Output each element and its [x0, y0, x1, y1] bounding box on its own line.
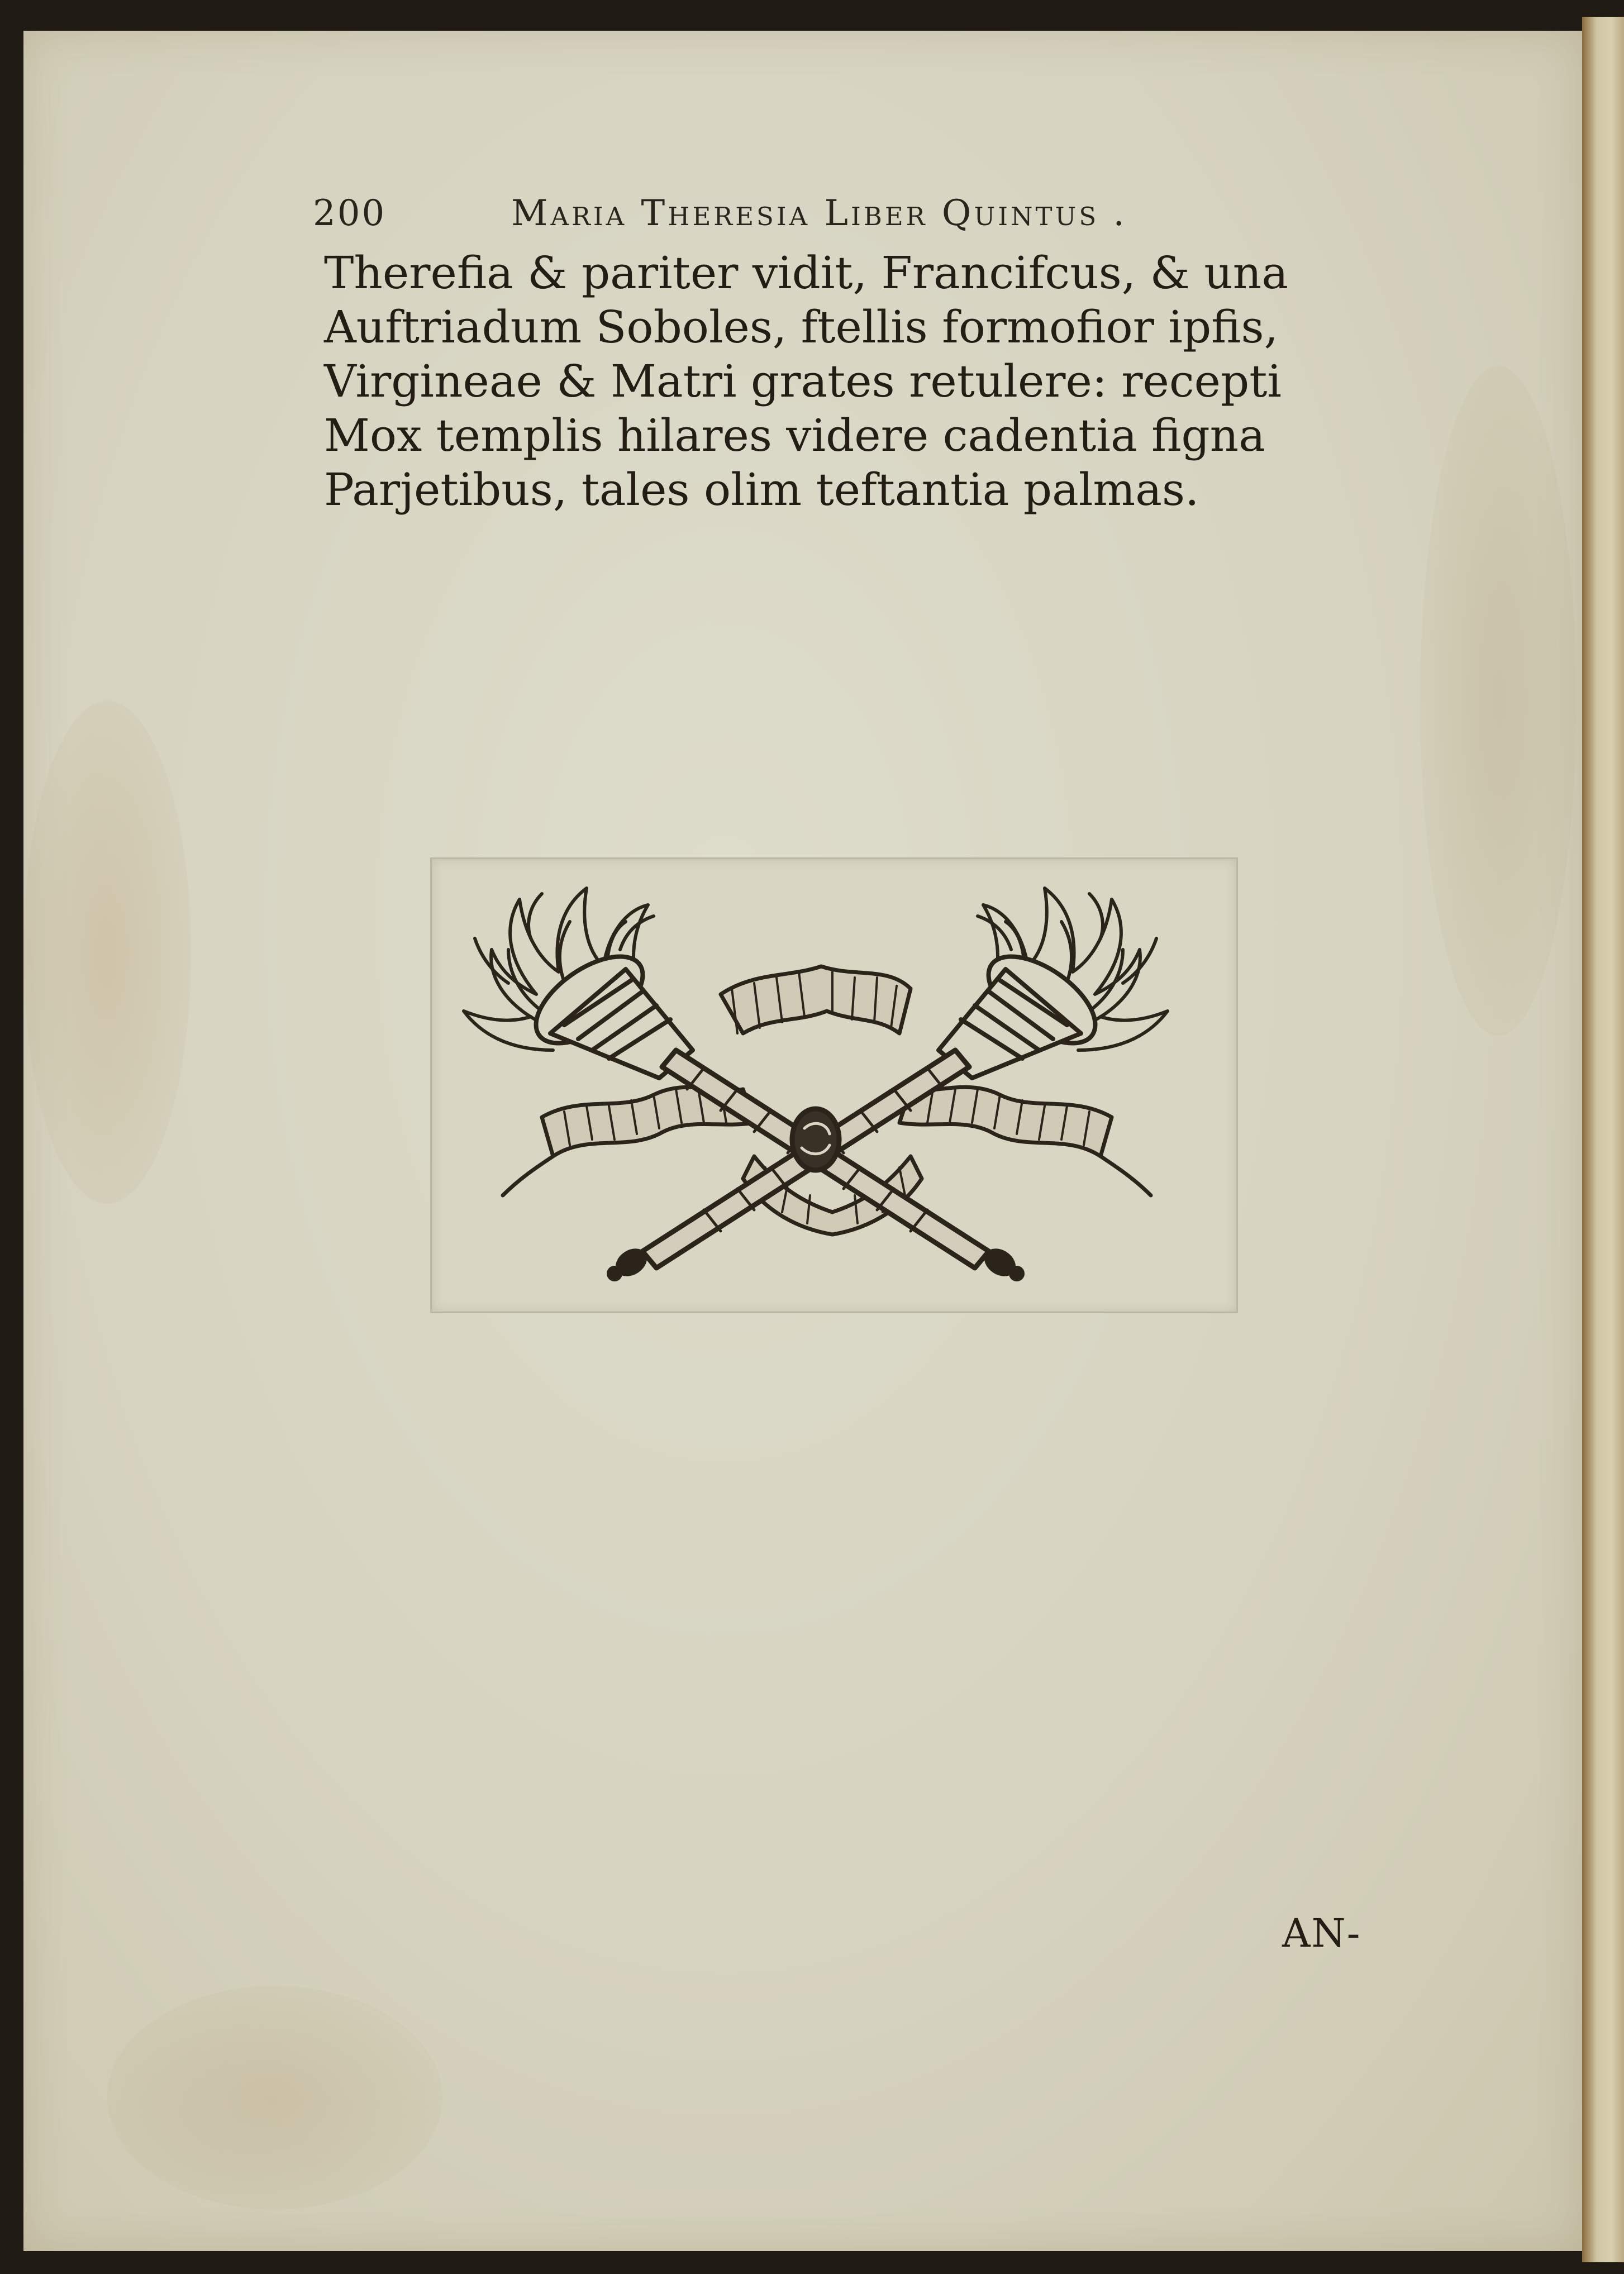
verse-line: Parjetibus, tales olim teftantia palmas.: [324, 464, 1199, 516]
foxing-stain: [107, 1986, 442, 2209]
running-title: Maria Theresia Liber Quintus .: [511, 193, 1127, 234]
verse-line: Auftriadum Soboles, ftellis formofior ipfis,: [324, 301, 1279, 353]
page-number: 200: [313, 193, 387, 234]
verse-block: [324, 246, 1289, 517]
adjacent-page-edge: [1582, 17, 1624, 2262]
verse-line: Mox templis hilares videre cadentia figna: [324, 409, 1265, 461]
foxing-stain: [23, 701, 191, 1204]
verse-line: Virgineae & Matri grates retulere: recepti: [324, 355, 1282, 407]
foxing-stain: [1420, 366, 1577, 1036]
crossed-torches-ribbon-vignette-icon: [441, 866, 1223, 1302]
catchword: AN-: [1282, 1910, 1361, 1956]
verse-line: Therefia & pariter vidit, Francifcus, & una: [324, 247, 1289, 299]
